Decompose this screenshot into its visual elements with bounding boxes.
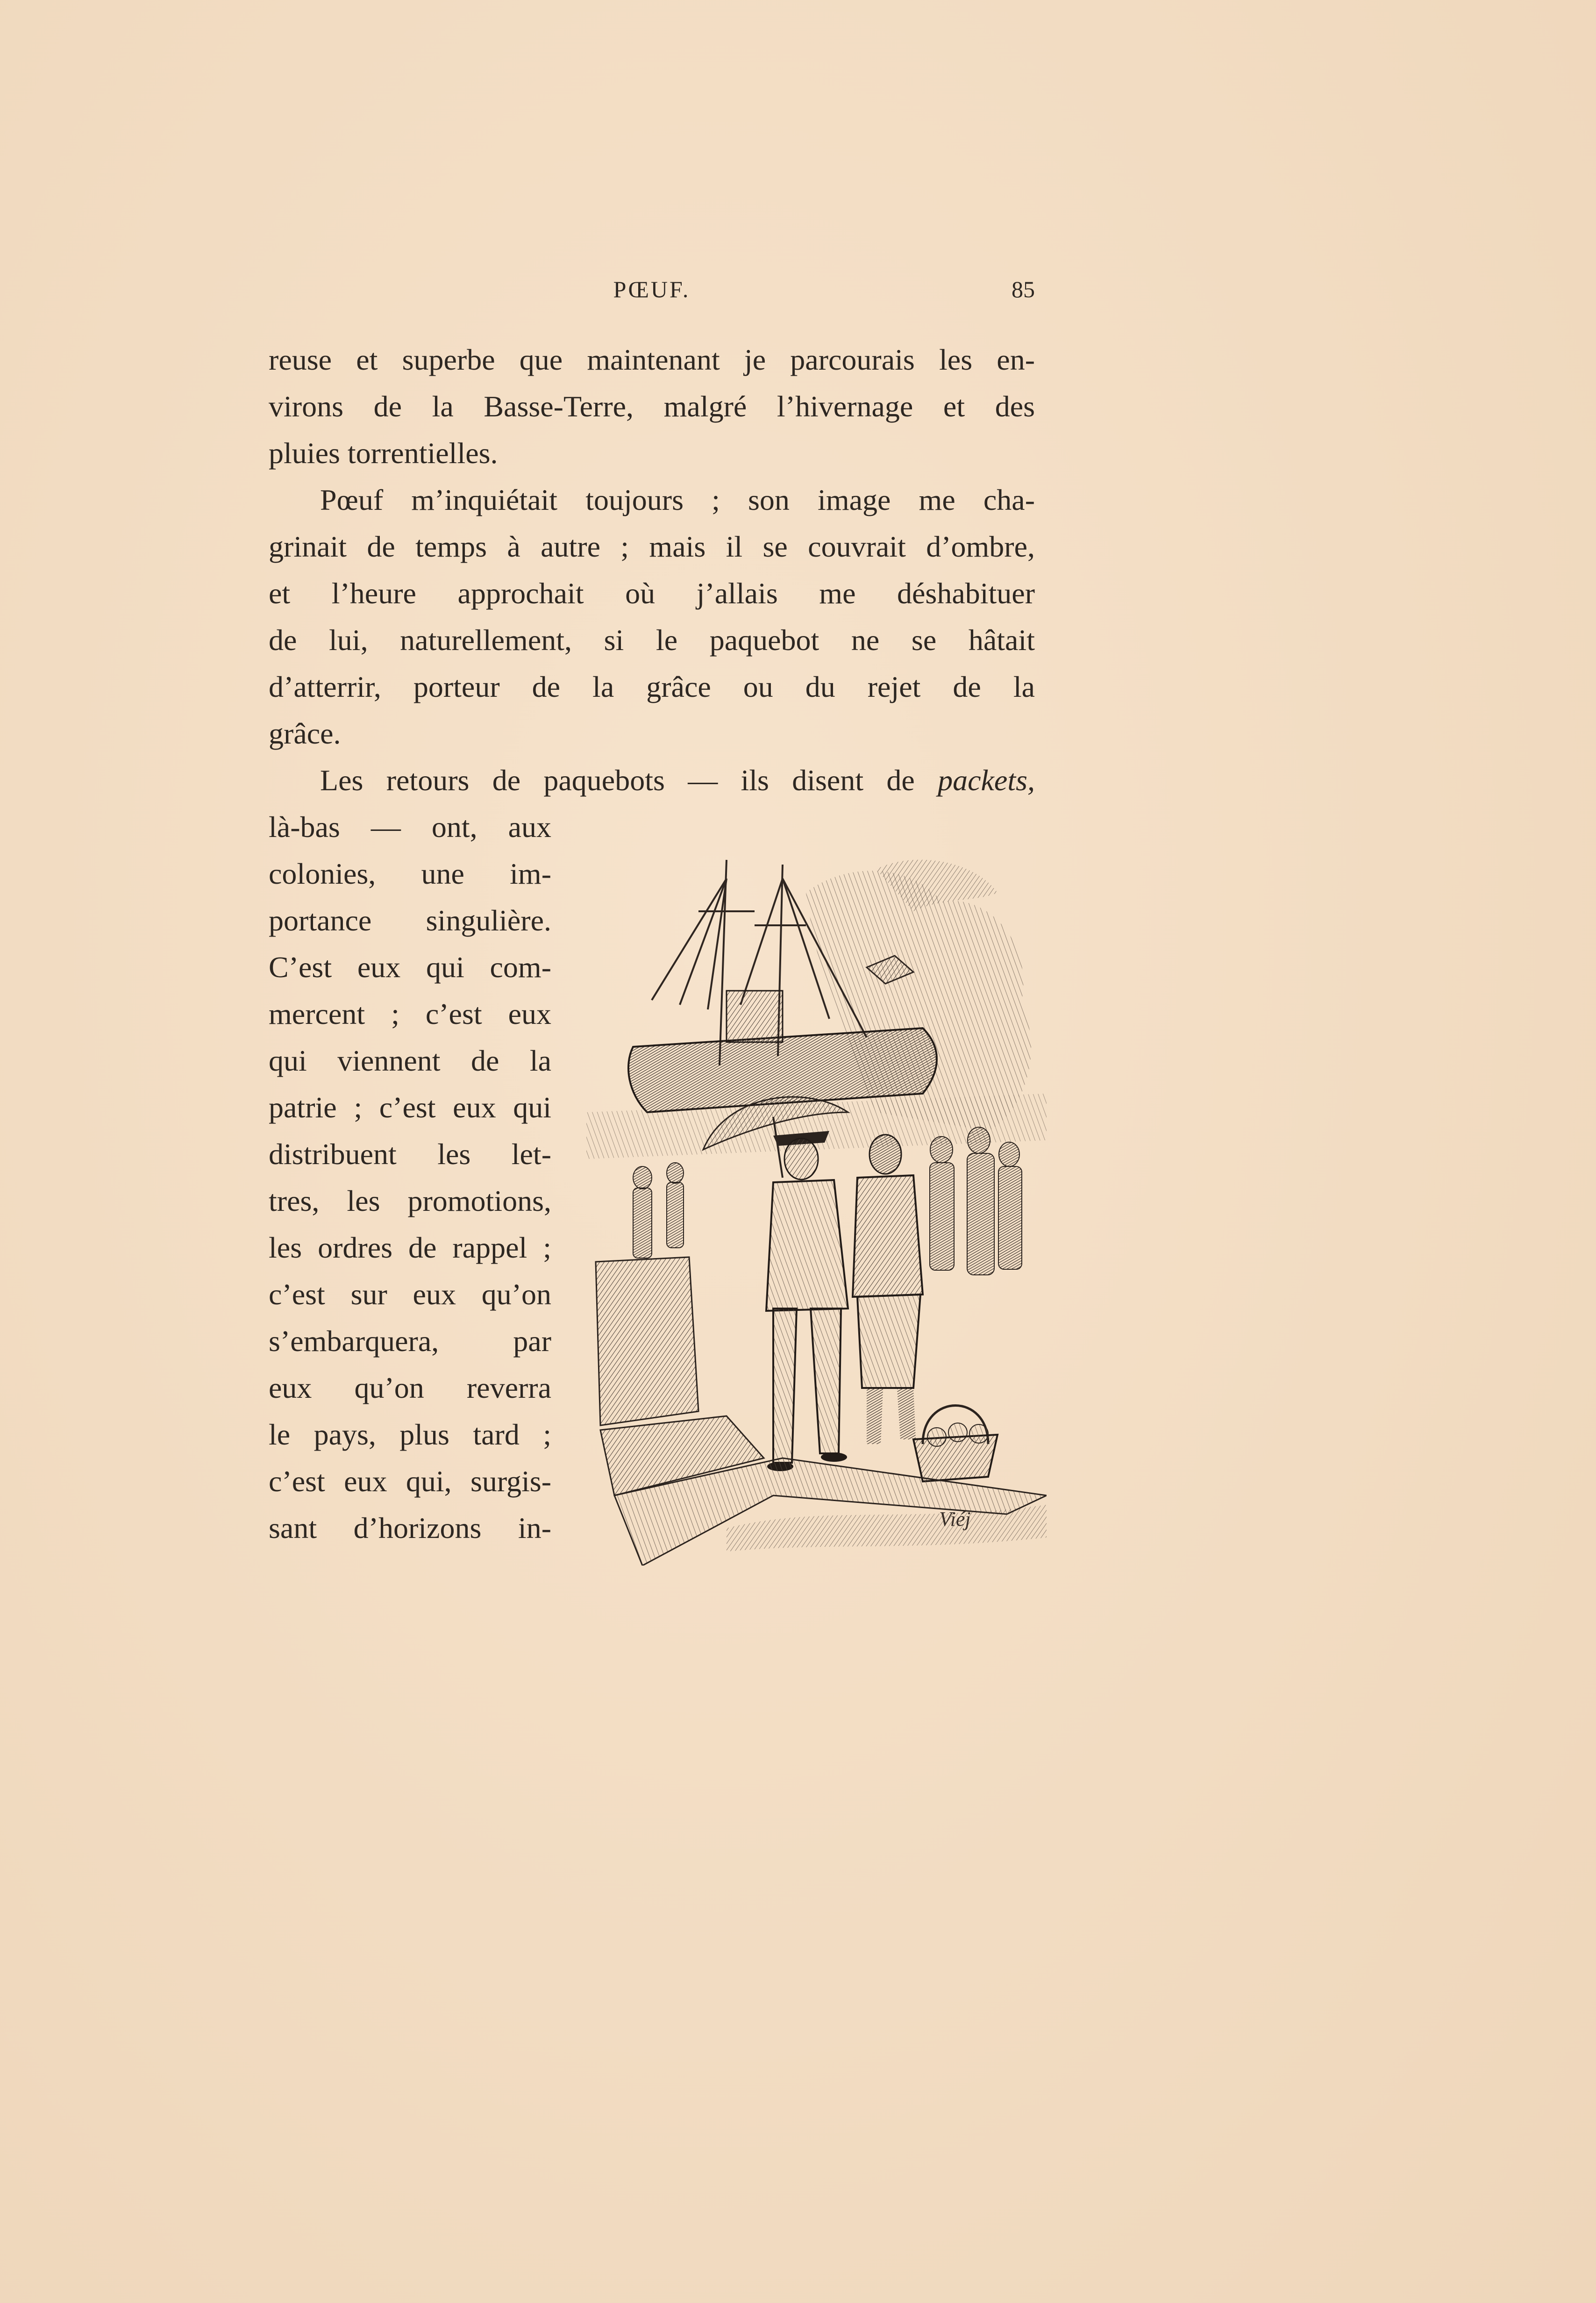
harbor-scene-engraving xyxy=(586,851,1047,1566)
text-line xyxy=(269,757,1035,804)
text-line: pluies torrentielles. xyxy=(269,436,498,470)
column-line: s’embarquera, par xyxy=(269,1324,551,1358)
running-title: PŒUF. xyxy=(613,276,691,302)
column-line: C’est eux qui com- xyxy=(269,951,551,984)
column-line: sant d’horizons in- xyxy=(269,1511,551,1545)
text-line: Pœuf m’inquiétait toujours ; son image me cha- xyxy=(320,483,1035,516)
italic-word: packets, xyxy=(938,764,1035,797)
column-line: qui viennent de la xyxy=(269,1044,551,1077)
page-number: 85 xyxy=(1012,276,1035,302)
fruit-basket xyxy=(913,1406,998,1482)
man-in-striped-clothes xyxy=(853,1135,923,1444)
column-line: tres, les promotions, xyxy=(269,1184,551,1217)
engraving-illustration xyxy=(586,851,1047,1566)
column-line: les ordres de rappel ; xyxy=(269,1231,551,1264)
column-line: colonies, une im- xyxy=(269,857,551,890)
column-line: là-bas — ont, aux xyxy=(269,810,551,844)
column-line: mercent ; c’est eux xyxy=(269,997,551,1030)
text-line: de lui, naturellement, si le paquebot ne se hâtait xyxy=(269,623,1035,657)
artist-signature: Viéj xyxy=(939,1508,971,1531)
text-line: et l’heure approchait où j’allais me déshabituer xyxy=(269,577,1035,610)
text-line: grinait de temps à autre ; mais il se couvrait d’ombre, xyxy=(269,530,1035,563)
column-line: portance singulière. xyxy=(269,904,551,937)
text-line: virons de la Basse-Terre, malgré l’hivernage et des xyxy=(269,390,1035,423)
text-line: reuse et superbe que maintenant je parcourais les en- xyxy=(269,343,1035,376)
column-line: patrie ; c’est eux qui xyxy=(269,1091,551,1124)
quay-stones xyxy=(596,1257,764,1495)
text-line: d’atterrir, porteur de la grâce ou du rejet de la xyxy=(269,670,1035,703)
text-line-roman: Les retours de paquebots — ils disent de xyxy=(320,764,938,797)
page-header xyxy=(269,276,1035,318)
man-in-white-suit xyxy=(766,1131,848,1471)
text-line: grâce. xyxy=(269,717,341,750)
column-line: eux qu’on reverra xyxy=(269,1371,551,1404)
column-line: c’est eux qui, surgis- xyxy=(269,1465,551,1498)
ship-funnel xyxy=(727,991,783,1042)
column-line: distribuent les let- xyxy=(269,1137,551,1171)
column-line: c’est sur eux qu’on xyxy=(269,1278,551,1311)
column-line: le pays, plus tard ; xyxy=(269,1418,551,1451)
